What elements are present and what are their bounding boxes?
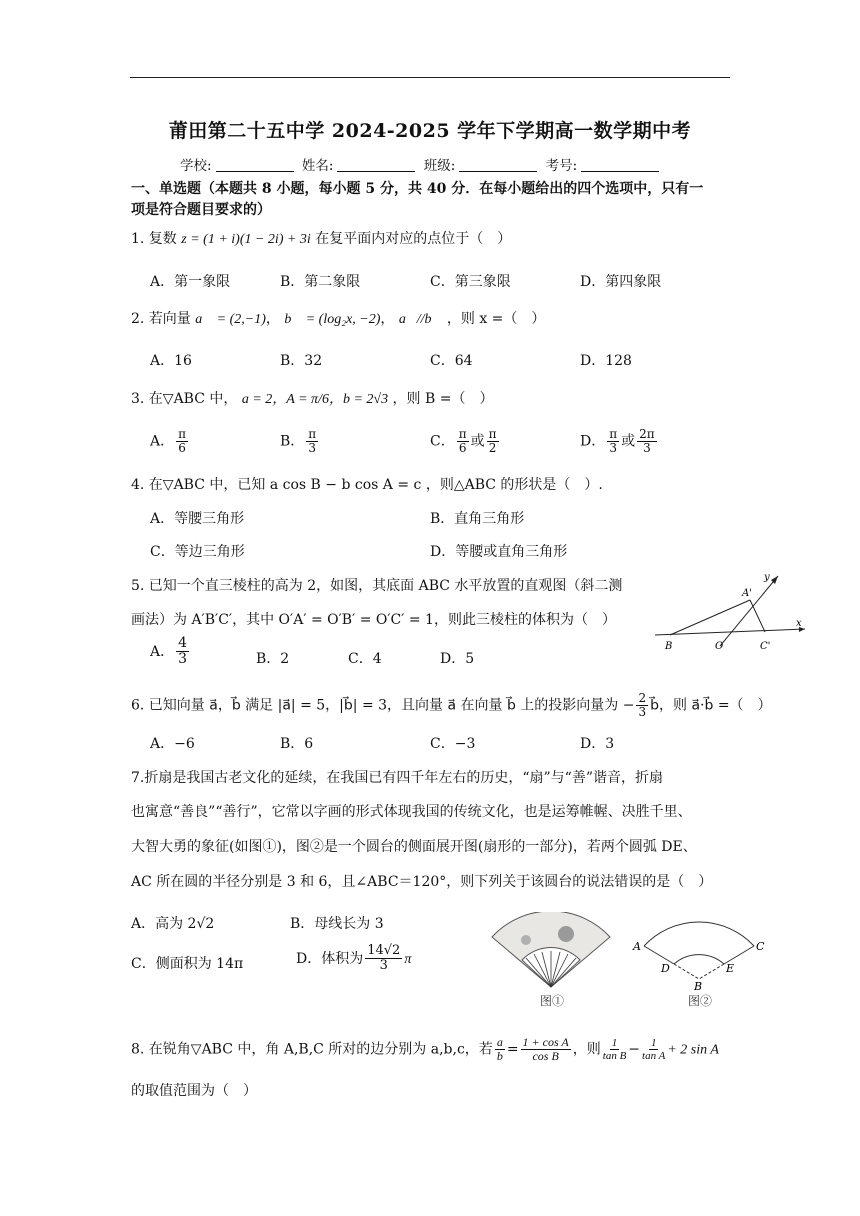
q8-minus: −	[628, 1041, 641, 1058]
q1-option-b[interactable]: B．第二象限	[280, 274, 361, 290]
q6-stem-post: b⃗，则 a⃗·b⃗ =（ ）	[650, 697, 772, 714]
name-label: 姓名:	[301, 158, 334, 174]
q8-expr-frac2-num: 1	[650, 1037, 657, 1050]
q7-option-a[interactable]: A．高为 2√2	[131, 916, 215, 932]
question-4: 4. 在▽ABC 中，已知 a cos B − b cos A = c ，则△ABC 的形状是（ ）.	[131, 477, 603, 493]
q5-edge-ac	[750, 600, 765, 632]
q3-stem-pre: 3. 在▽ABC 中，	[131, 391, 238, 407]
q5-label-o: O	[715, 641, 724, 652]
q3-a-den: 6	[178, 441, 186, 456]
q3-c-frac2	[487, 428, 499, 455]
q7-option-b[interactable]: B．母线长为 3	[290, 916, 384, 932]
q3-c-den1: 6	[458, 441, 467, 456]
question-5-line1: 5. 已知一个直三棱柱的高为 2，如图，其底面 ABC 水平放置的直观图（斜二测	[131, 578, 623, 594]
fig2-label-e: E	[726, 962, 735, 975]
q3-b-den: 3	[308, 441, 317, 456]
fig2-label-d: D	[661, 962, 670, 975]
question-6	[131, 692, 772, 719]
q3-d-frac2	[637, 428, 657, 455]
school-label: 学校:	[180, 158, 212, 174]
q6-stem-pre: 6. 已知向量 a⃗，b⃗ 满足 |a⃗| = 5，|b⃗| = 3，且向量 a⃗ 在向量 b⃗ 上的投影向量为 −	[131, 697, 635, 714]
question-7-line1: 7.折扇是我国古老文化的延续，在我国已有四千年左右的历史，“扇”与“善”谐音，折扇	[131, 770, 663, 786]
fig2-label-b: B	[694, 980, 703, 992]
student-info-row	[180, 154, 663, 174]
fan-painting	[558, 926, 574, 942]
folding-fan-figure	[486, 912, 616, 992]
q1-stem-pre: 1. 复数	[131, 231, 177, 247]
figure-2-caption: 图②	[688, 994, 713, 1008]
dash-eb	[699, 964, 724, 979]
q6-option-c[interactable]: C．−3	[430, 736, 476, 752]
q4-option-b[interactable]: B．直角三角形	[430, 511, 525, 527]
q5-option-c[interactable]: C．4	[348, 651, 382, 667]
q2-stem-pre: 2. 若向量	[131, 311, 191, 327]
q3-stem-post: ，则 B =（ ）	[392, 391, 494, 407]
q8-stem-pre: 8. 在锐角▽ABC 中，角 A,B,C 所对的边分别为 a,b,c，若	[131, 1041, 493, 1058]
q3-d-num1: π	[609, 427, 618, 441]
arc-ac	[644, 922, 754, 946]
q3-b-label: B．	[280, 433, 305, 450]
q5-oblique-figure	[650, 566, 810, 656]
q3-c-den2: 2	[488, 441, 497, 456]
q2-vector-a: a⃗ = (2,−1)	[195, 312, 266, 327]
q4-option-d[interactable]: D．等腰或直角三角形	[430, 544, 568, 560]
q5-option-a[interactable]	[150, 636, 191, 668]
q2-option-b[interactable]: B．32	[280, 353, 323, 369]
q8-expr-frac1	[603, 1037, 627, 1062]
q7-d-pi: π	[404, 951, 412, 967]
q2-option-d[interactable]: D．128	[580, 353, 632, 369]
q5-label-c: C'	[760, 641, 771, 652]
q8-expr-frac1-den: tan B	[602, 1050, 627, 1063]
q3-option-a[interactable]	[150, 428, 190, 455]
q3-option-c[interactable]	[430, 428, 501, 455]
q3-b-num: π	[308, 427, 317, 441]
q8-equals: =	[506, 1041, 519, 1058]
q3-a-label: A．	[150, 433, 175, 450]
q5-a-num: 4	[178, 635, 188, 651]
q6-num: 2	[638, 691, 647, 705]
fig2-label-a: A	[633, 940, 641, 953]
q8-stem-mid: ，则	[572, 1041, 601, 1058]
question-1	[131, 228, 511, 248]
q3-a-num: π	[178, 427, 187, 441]
q1-formula: z = (1 + i)(1 − 2i) + 3i	[181, 232, 311, 247]
q5-option-b[interactable]: B．2	[256, 651, 290, 667]
q3-d-den2: 3	[643, 441, 651, 456]
q7-d-den: 3	[379, 958, 388, 974]
q5-edge-ba	[670, 600, 750, 635]
q8-frac-cos-den: cos B	[532, 1049, 559, 1064]
q4-option-a[interactable]: A．等腰三角形	[150, 511, 245, 527]
q1-stem-post: 在复平面内对应的点位于（ ）	[315, 231, 512, 247]
id-label: 考号:	[545, 158, 578, 174]
question-7-line2: 也寓意“善良”“善行”，它常以字画的形式体现我国的传统文化，也是运筹帷幄、决胜千里、	[131, 804, 692, 820]
section-heading-line1: 一、单选题（本题共 8 小题，每小题 5 分，共 40 分．在每小题给出的四个选项中，只有一	[131, 181, 704, 197]
question-5-line2: 画法）为 A′B′C′，其中 O′A′ = O′B′ = O′C′ = 1，则此三棱柱的体积为（ ）	[131, 612, 616, 628]
page-title: 莆田第二十五中学 2024-2025 学年下学期高一数学期中考	[168, 120, 692, 142]
q8-frac-a: a	[496, 1035, 503, 1049]
q3-c-num1: π	[458, 427, 467, 441]
q3-d-or: 或	[621, 433, 636, 450]
q7-d-num: 14√2	[367, 943, 401, 958]
q2-vector-b: b⃗ = (log₂x, −2)	[284, 312, 381, 327]
q8-expr-frac1-num: 1	[611, 1037, 618, 1050]
q5-label-a: A'	[742, 588, 752, 599]
question-3	[131, 388, 493, 408]
q5-a-den: 3	[178, 651, 188, 668]
id-field[interactable]	[581, 171, 659, 172]
q3-d-den1: 3	[609, 441, 617, 456]
q3-conditions: a = 2，A = π/6，b = 2√3	[241, 392, 389, 407]
q6-frac	[636, 692, 648, 719]
q3-b-frac	[306, 428, 318, 455]
q7-d-frac	[365, 944, 402, 974]
q5-y-axis	[720, 576, 778, 646]
dash-db	[674, 964, 699, 979]
q3-option-d[interactable]	[580, 428, 659, 455]
question-8	[131, 1036, 719, 1063]
q8-expr-frac2	[642, 1037, 665, 1062]
class-field[interactable]	[459, 171, 537, 172]
q4-option-c[interactable]: C．等边三角形	[150, 544, 245, 560]
q6-den: 3	[638, 705, 647, 720]
q3-c-or: 或	[470, 433, 485, 450]
question-7-line4: AC 所在圆的半径分别是 3 和 6，且∠ABC＝120°，则下列关于该圆台的说法错误的是（ ）	[131, 874, 713, 890]
q3-c-frac1	[457, 428, 469, 455]
q7-d-label: D．体积为	[296, 950, 364, 967]
q3-c-num2: π	[488, 427, 497, 441]
question-7-line3: 大智大勇的象征(如图①)，图②是一个圆台的侧面展开图(扇形的一部分)，若两个圆弧 DE、	[131, 839, 697, 855]
q6-option-a[interactable]: A．−6	[150, 736, 195, 752]
question-2: 2. 若向量 a⃗ = (2,−1)， b⃗ = (log₂x, −2)， a⃗//b⃗ ，则 x =（ ）	[131, 311, 546, 327]
q3-a-frac	[176, 428, 188, 455]
q2-option-c[interactable]: C．64	[430, 353, 473, 369]
q8-frac-cos	[521, 1036, 571, 1063]
q5-label-b: B	[665, 641, 673, 652]
fig2-label-c: C	[756, 940, 765, 953]
figure-1-caption: 图①	[540, 994, 565, 1008]
q3-option-b[interactable]	[280, 428, 320, 455]
q8-expr-tail: + 2 sin A	[667, 1042, 719, 1058]
q8-expr-frac2-den: tan A	[642, 1050, 666, 1063]
class-label: 班级:	[423, 158, 456, 174]
arc-de	[674, 955, 724, 964]
q6-option-b[interactable]: B．6	[280, 736, 314, 752]
q6-option-d[interactable]: D．3	[580, 736, 615, 752]
q5-a-frac	[176, 636, 189, 668]
q8-frac-cos-num: 1 + cos A	[522, 1035, 569, 1049]
q7-option-c[interactable]: C．侧面积为 14π	[131, 956, 244, 972]
q7-option-d[interactable]	[296, 944, 411, 974]
fan-painting-detail	[521, 935, 531, 945]
school-field[interactable]	[216, 171, 294, 172]
q8-frac-b: b	[496, 1049, 503, 1064]
q5-label-y: y	[764, 572, 770, 583]
q5-option-d[interactable]: D．5	[440, 651, 475, 667]
q8-frac-ab	[495, 1036, 505, 1063]
q1-option-a[interactable]: A．第一象限	[150, 274, 231, 290]
q5-label-x: x	[796, 618, 802, 629]
section-heading-line2: 项是符合题目要求的）	[131, 202, 271, 218]
q2-option-a[interactable]: A．16	[150, 353, 192, 369]
q2-parallel: a⃗//b⃗	[398, 312, 443, 327]
q3-d-frac1	[607, 428, 619, 455]
q2-stem-post: ，则 x =（ ）	[446, 311, 546, 327]
q3-d-num2: 2π	[639, 427, 655, 441]
q1-option-c[interactable]: C．第三象限	[430, 274, 511, 290]
top-rule	[130, 77, 730, 78]
name-field[interactable]	[337, 171, 415, 172]
q5-a-label: A．	[150, 643, 175, 660]
frustum-net-figure	[630, 908, 770, 992]
q3-c-label: C．	[430, 433, 455, 450]
q3-d-label: D．	[580, 433, 606, 450]
q1-option-d[interactable]: D．第四象限	[580, 274, 662, 290]
question-8-line2: 的取值范围为（ ）	[131, 1083, 257, 1099]
